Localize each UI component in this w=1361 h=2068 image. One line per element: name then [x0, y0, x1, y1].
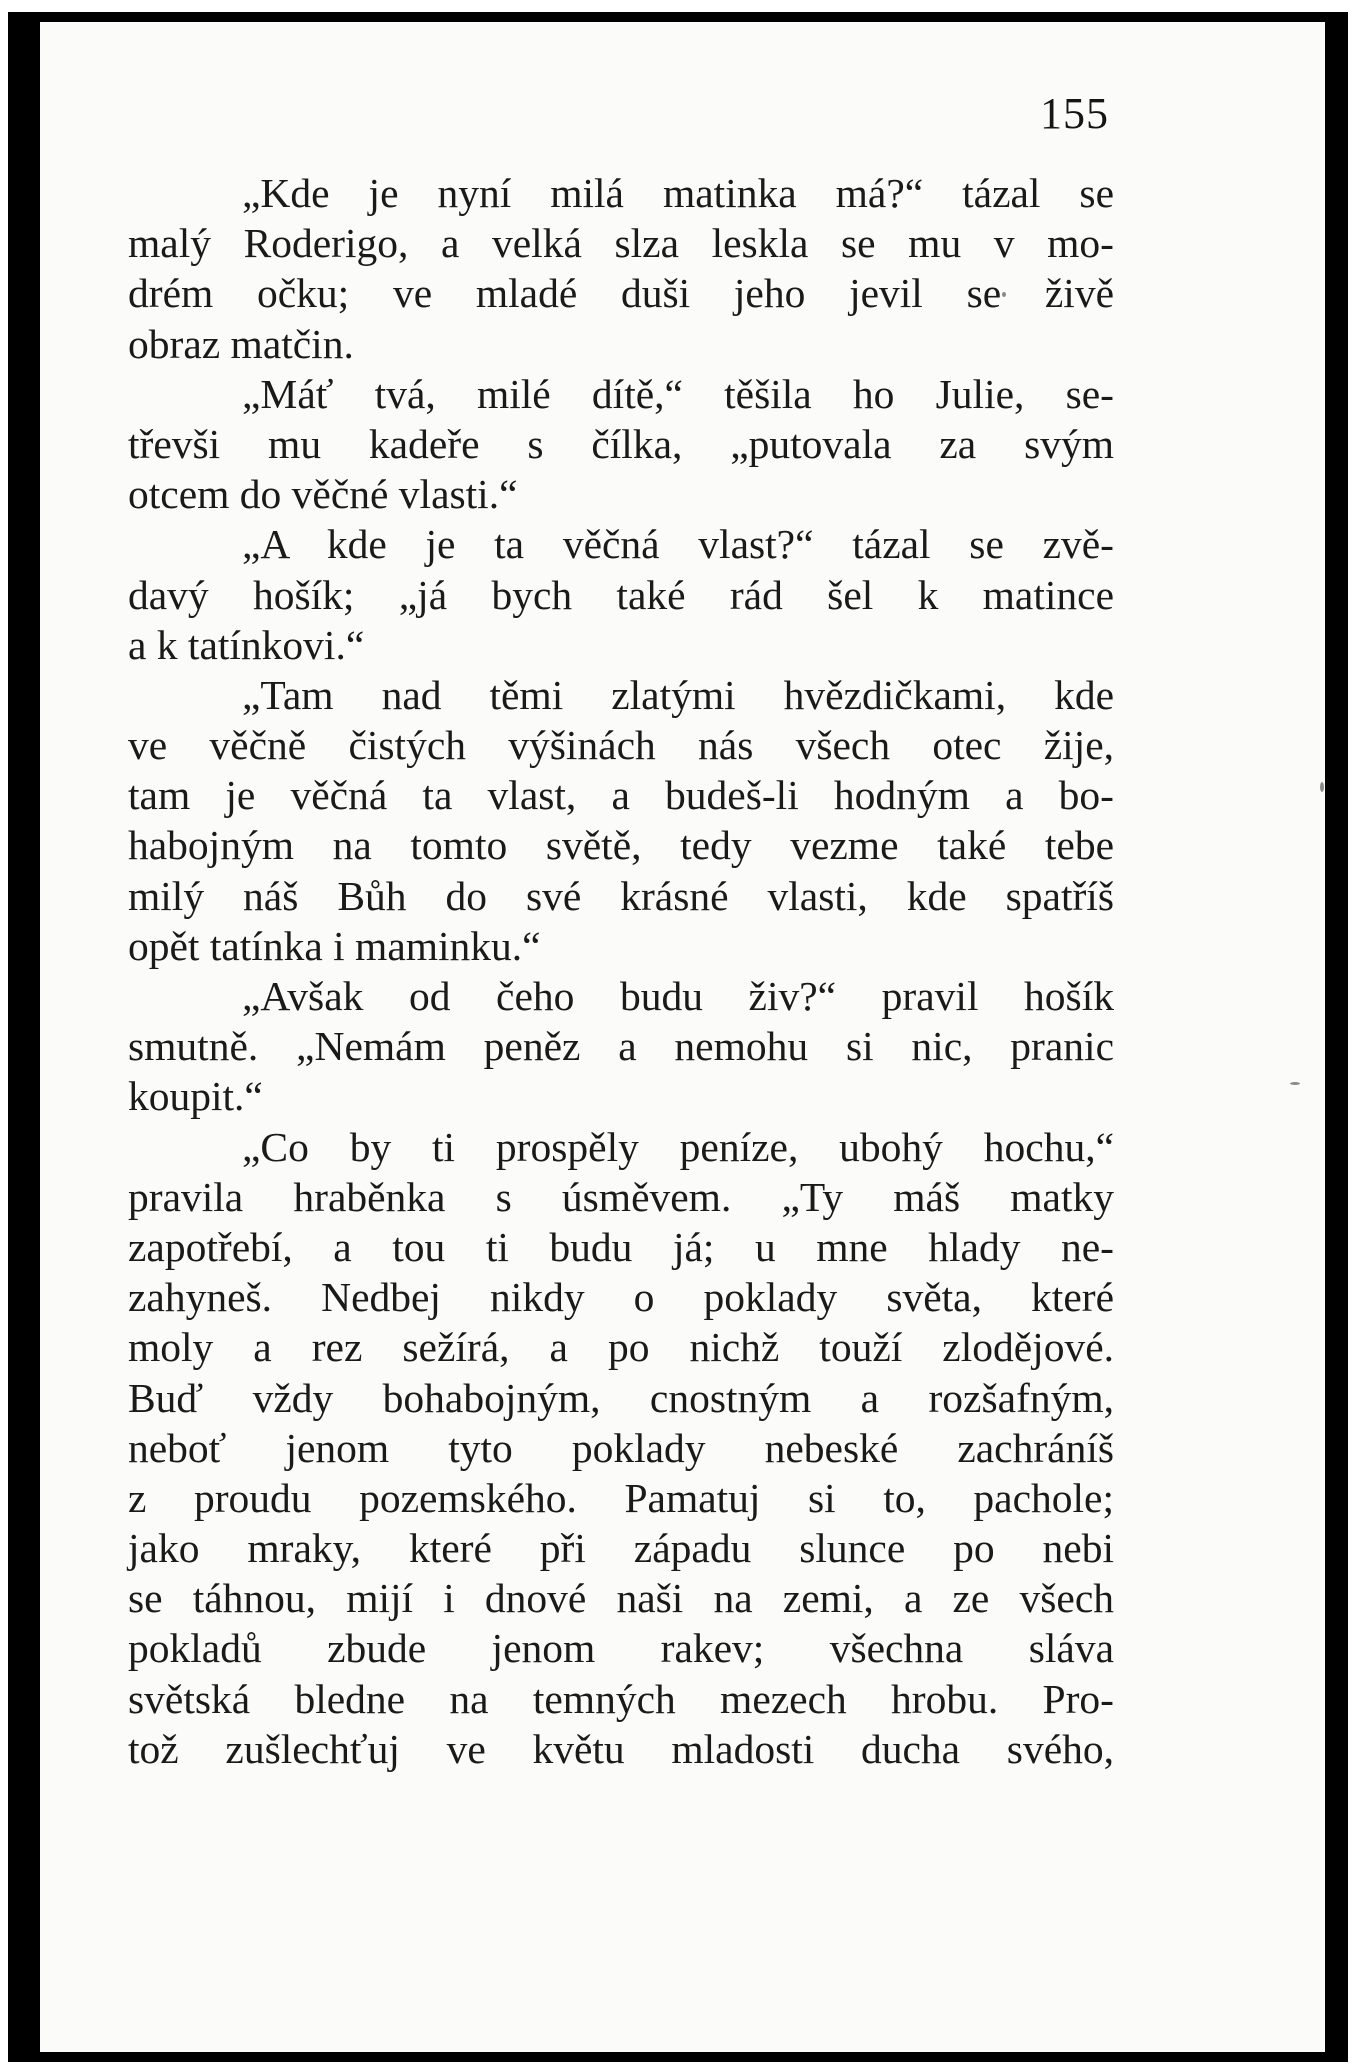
text-line: davý hošík; „já bych také rád šel k matince — [128, 571, 1114, 618]
text-line: drém očku; ve mladé duši jeho jevil se živě — [128, 270, 1114, 317]
text-line: „Tam nad těmi zlatými hvězdičkami, kde — [242, 671, 1114, 718]
text-line: zahyneš. Nedbej nikdy o poklady světa, které — [128, 1274, 1114, 1321]
text-line: z proudu pozemského. Pamatuj si to, pachole; — [128, 1474, 1114, 1521]
text-line: otcem do věčné vlasti.“ — [128, 471, 518, 518]
body-text — [128, 168, 1114, 1774]
text-line: ve věčně čistých výšinách nás všech otec žije, — [128, 722, 1114, 769]
text-line: a k tatínkovi.“ — [128, 621, 365, 668]
text-line: milý náš Bůh do své krásné vlasti, kde spatříš — [128, 872, 1114, 919]
text-line: se táhnou, mijí i dnové naši na zemi, a ze všech — [128, 1575, 1114, 1622]
text-line: třevši mu kadeře s čílka, „putovala za svým — [128, 420, 1114, 467]
text-line: malý Roderigo, a velká slza leskla se mu v mo- — [128, 220, 1114, 267]
text-line: opět tatínka i maminku.“ — [128, 922, 541, 969]
text-line: jako mraky, které při západu slunce po nebi — [128, 1525, 1114, 1572]
text-line: světská bledne na temných mezech hrobu. Pro- — [128, 1675, 1114, 1722]
text-line: pravila hraběnka s úsměvem. „Ty máš matky — [128, 1173, 1114, 1220]
text-line: zapotřebí, a tou ti budu já; u mne hlady ne- — [128, 1223, 1114, 1270]
text-line: „Kde je nyní milá matinka má?“ tázal se — [242, 170, 1114, 216]
text-line: „A kde je ta věčná vlast?“ tázal se zvě- — [242, 521, 1114, 568]
paper-speck — [1290, 1082, 1300, 1085]
page-number: 155 — [1040, 89, 1109, 138]
text-line: neboť jenom tyto poklady nebeské zachráníš — [128, 1424, 1114, 1471]
text-line: „Avšak od čeho budu živ?“ pravil hošík — [242, 973, 1114, 1019]
text-line: moly a rez sežírá, a po nichž touží zlodějové. — [128, 1324, 1114, 1371]
text-line: smutně. „Nemám peněz a nemohu si nic, pranic — [128, 1023, 1114, 1070]
text-line: „Co by ti prospěly peníze, ubohý hochu,“ — [242, 1123, 1114, 1170]
text-line: tam je věčná ta vlast, a budeš-li hodným a bo- — [128, 772, 1114, 819]
text-line: habojným na tomto světě, tedy vezme také tebe — [128, 822, 1114, 869]
text-line: koupit.“ — [128, 1073, 263, 1120]
text-line: „Máť tvá, milé dítě,“ těšila ho Julie, se- — [242, 370, 1114, 417]
paper-speck — [1320, 782, 1324, 792]
text-line: pokladů zbude jenom rakev; všechna sláva — [128, 1625, 1114, 1672]
text-line: obraz matčin. — [128, 320, 354, 367]
text-line: Buď vždy bohabojným, cnostným a rozšafným, — [128, 1374, 1114, 1421]
text-line: tož zušlechťuj ve květu mladosti ducha svého, — [128, 1725, 1114, 1772]
